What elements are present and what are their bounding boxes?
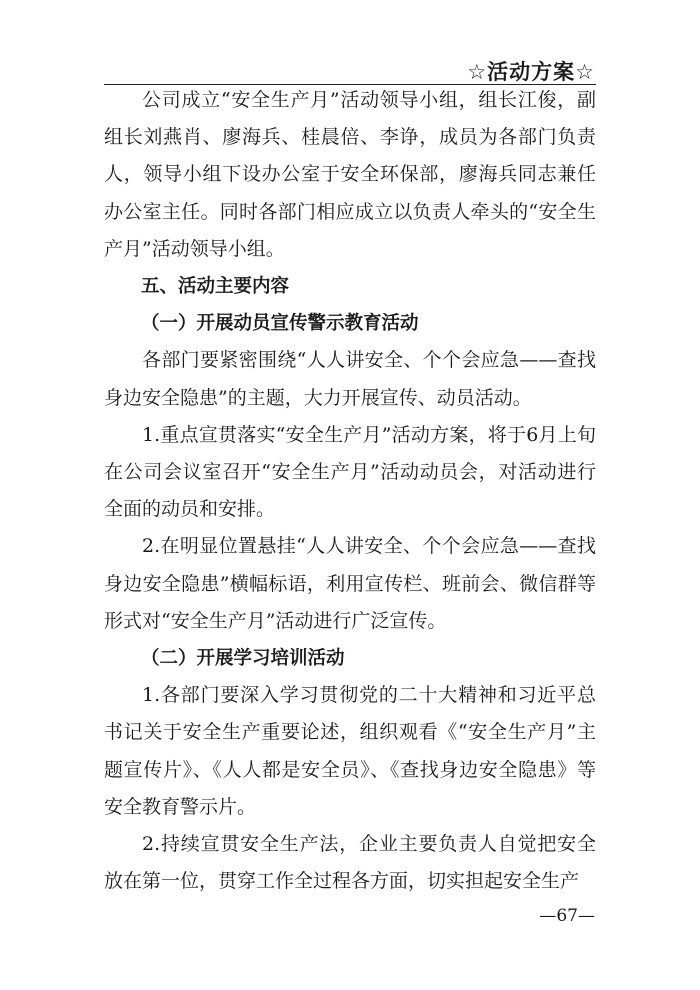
section-heading-main-content: 五、活动主要内容 — [141, 276, 290, 298]
page-number: —67— — [539, 906, 595, 926]
subsection-heading-training: （二）开展学习培训活动 — [141, 648, 345, 670]
paragraph-publicity-item-2: 2.在明显位置悬挂“人人讲安全、个个会应急——查找身边安全隐患”横幅标语，利用宣传栏、班前会、微信群等形式对“安全生产月”活动进行广泛宣传。 — [104, 535, 596, 632]
paragraph-training-item-1: 1.各部门要深入学习贯彻党的二十大精神和习近平总书记关于安全生产重要论述，组织观看《“安全生产月”主题宣传片》、《人人都是安全员》、《查找身边安全隐患》等安全教育警示片。 — [104, 684, 596, 818]
paragraph-training-item-2: 2.持续宣贯安全生产法，企业主要负责人自觉把安全放在第一位，贯穿工作全过程各方面，切实担起安全生产 — [104, 833, 596, 893]
paragraph-publicity-item-1: 1.重点宣贯落实“安全生产月”活动方案，将于6月上旬在公司会议室召开“安全生产月”活动动员会，对活动进行全面的动员和安排。 — [104, 423, 596, 521]
subsection-heading-publicity: （一）开展动员宣传警示教育活动 — [141, 313, 419, 335]
paragraph-leadership-group: 公司成立“安全生产月”活动领导小组，组长江俊，副组长刘燕肖、廖海兵、桂晨倍、李诤，成员为各部门负责人，领导小组下设办公室于安全环保部，廖海兵同志兼任办公室主任。同时各部门相应成立以负责人牵头的“安全生产月”活动领导小组。 — [104, 89, 596, 260]
document-body — [104, 82, 596, 900]
paragraph-publicity-intro: 各部门要紧密围绕“人人讲安全、个个会应急——查找身边安全隐患”的主题，大力开展宣传、动员活动。 — [104, 349, 596, 409]
page-header-title: ☆活动方案☆ — [467, 60, 595, 84]
